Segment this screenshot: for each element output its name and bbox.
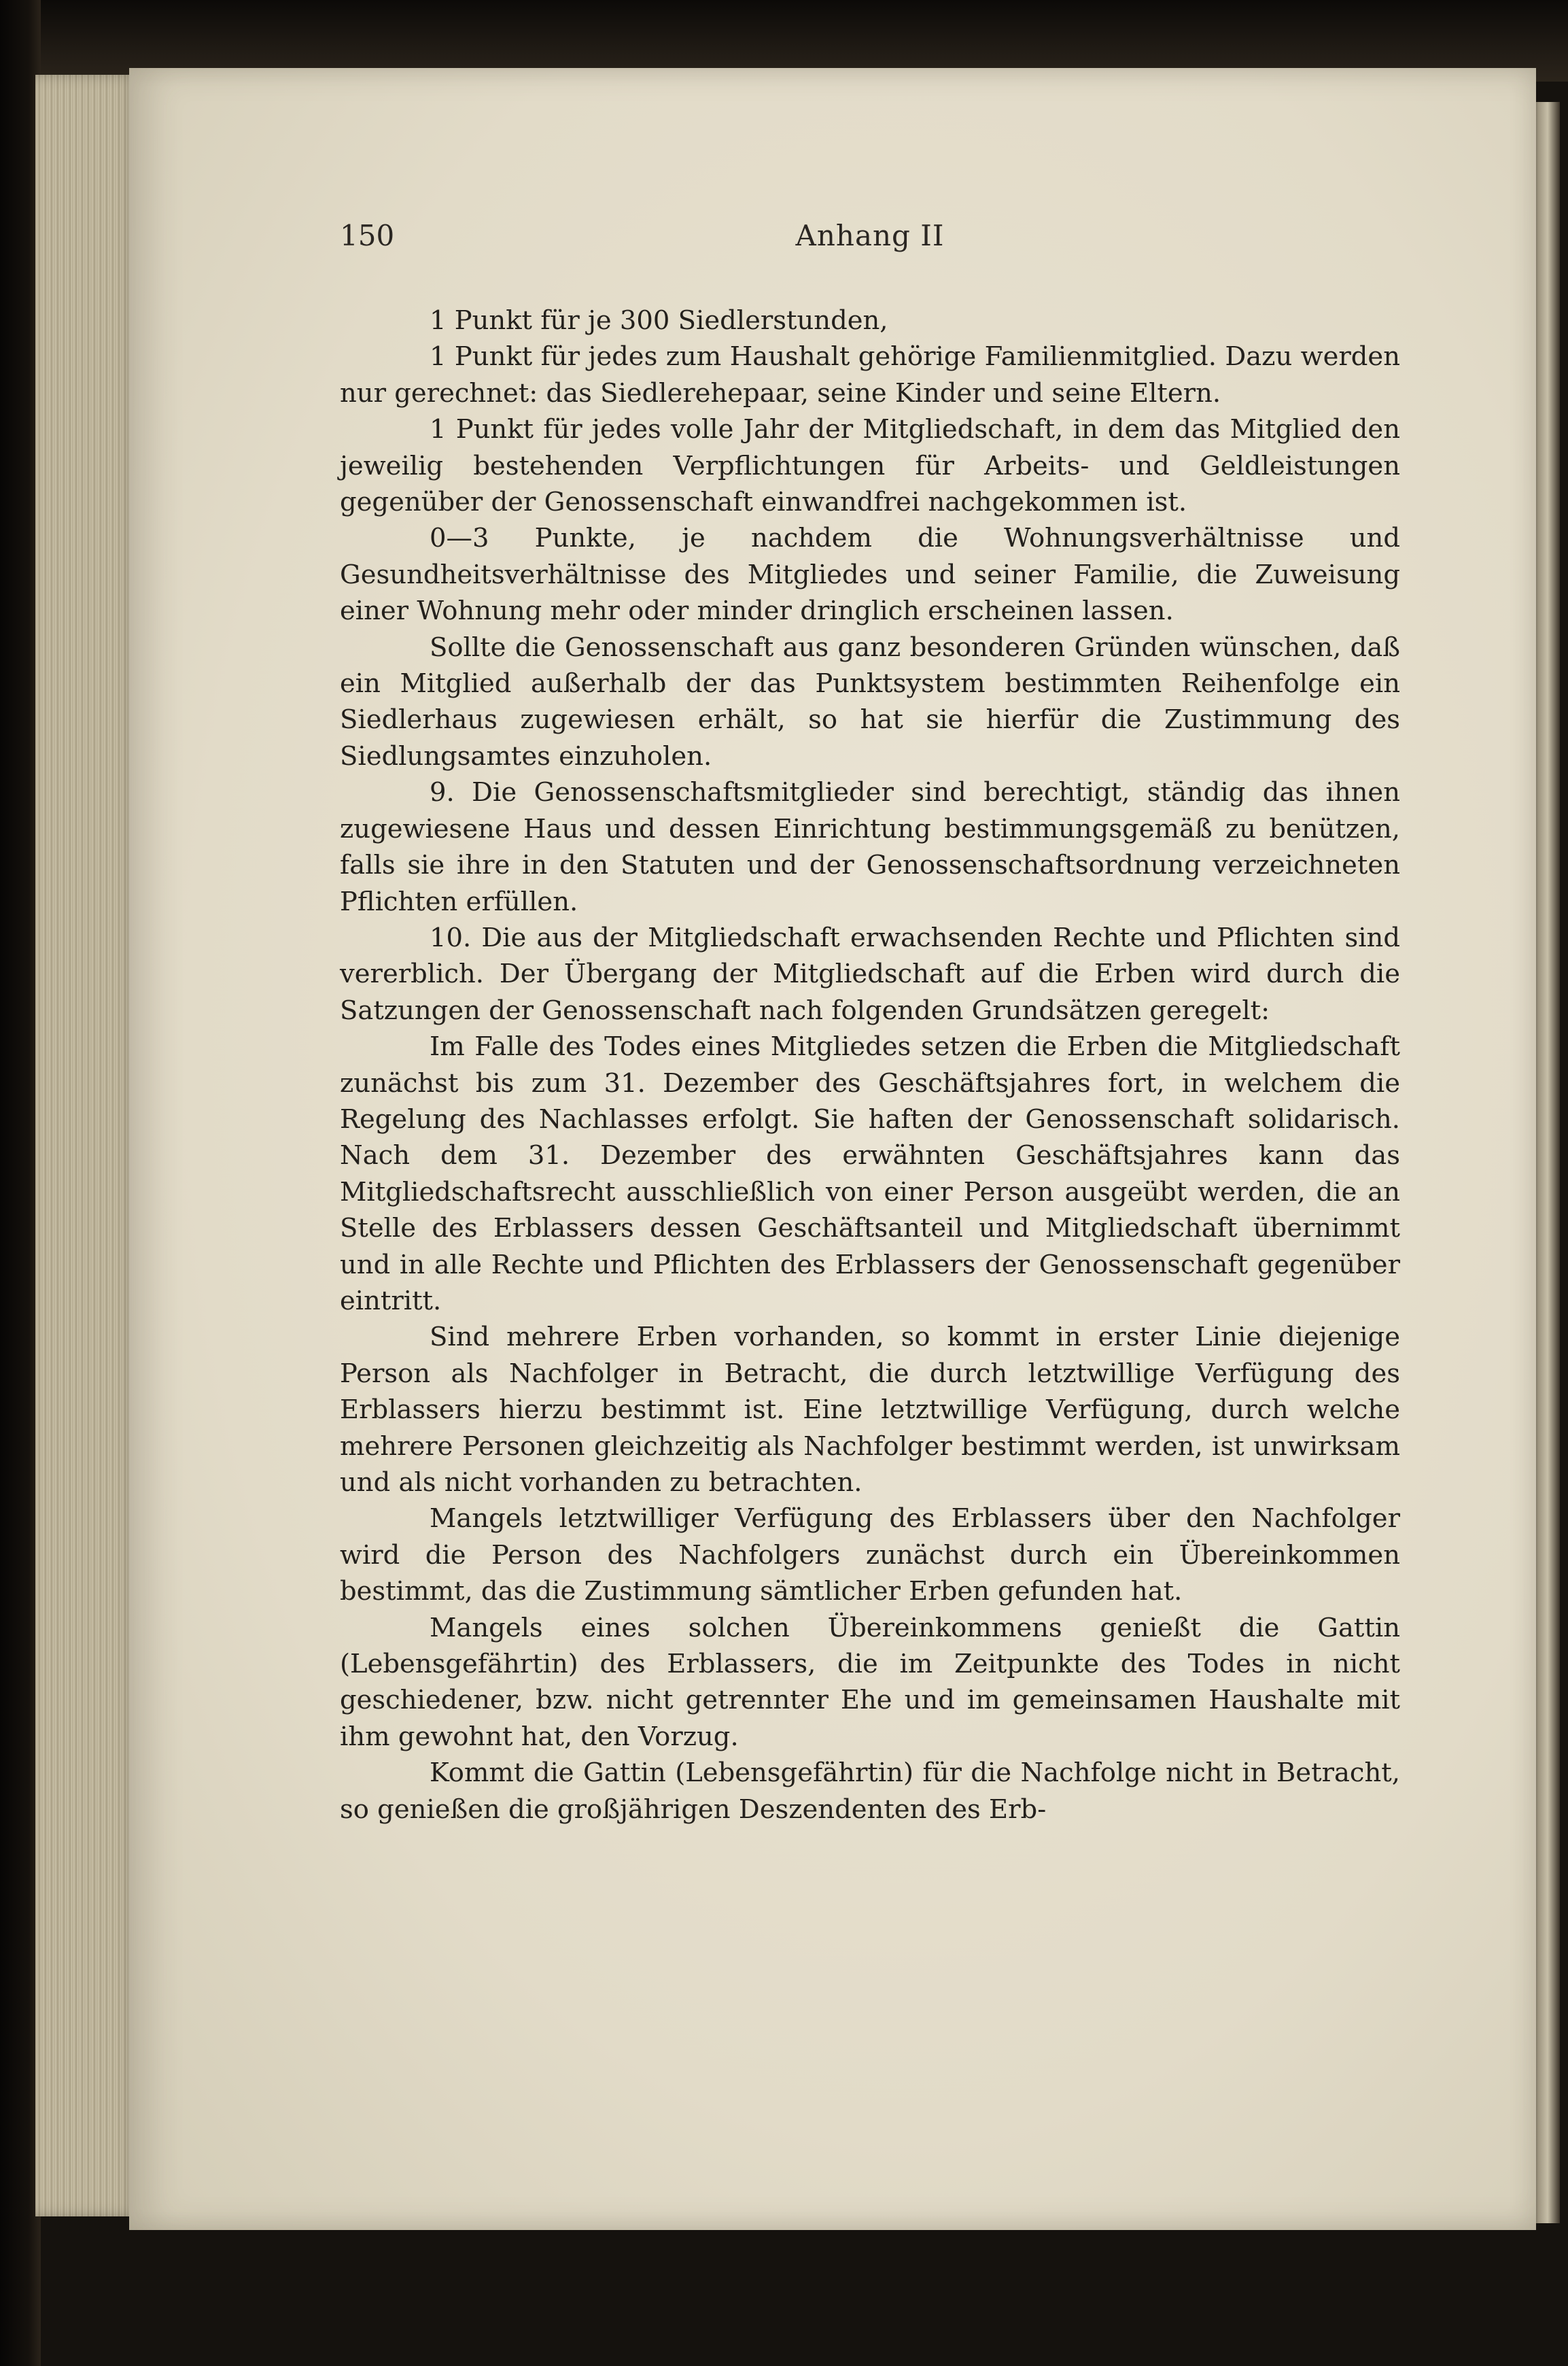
running-title: Anhang II (795, 219, 945, 252)
body-text (340, 303, 1400, 1828)
paragraph: 0—3 Punkte, je nachdem die Wohnungsverhältnisse und Gesundheitsverhältnisse des Mitgliedes und seiner Familie, die Zuweisung einer Wohnung mehr oder minder dringlich erscheinen lassen. (340, 523, 1400, 627)
paragraph: 9. Die Genossenschaftsmitglieder sind berechtigt, ständig das ihnen zugewiesene Haus und dessen Einrichtung bestimmungsgemäß zu benützen, falls sie ihre in den Statuten und der Genossenschaftsordnung verzeichneten Pflichten erfüllen. (340, 777, 1400, 917)
paragraph: 1 Punkt für jedes zum Haushalt gehörige Familienmitglied. Dazu werden nur gerechnet: das Siedlerehepaar, seine Kinder und seine Eltern. (340, 341, 1400, 409)
running-head (340, 219, 1400, 262)
paragraph: Kommt die Gattin (Lebensgefährtin) für die Nachfolge nicht in Betracht, so genießen die großjährigen Deszendenten des Erb- (340, 1758, 1400, 1825)
book-spine (0, 0, 41, 2366)
paragraph: 1 Punkt für jedes volle Jahr der Mitgliedschaft, in dem das Mitglied den jeweilig bestehenden Verpflichtungen für Arbeits- und Geldleistungen gegenüber der Genossenschaft einwandfrei nachgekommen ist. (340, 414, 1400, 518)
page-edges-stack (35, 75, 137, 2216)
paragraph: Sind mehrere Erben vorhanden, so kommt in erster Linie diejenige Person als Nachfolger in Betracht, die durch letztwillige Verfügung des Erblassers hierzu bestimmt ist. Eine letztwillige Verfügung, durch welche mehrere Personen gleichzeitig als Nachfolger bestimmt werden, ist unwirksam und als nicht vorhanden zu betrachten. (340, 1322, 1400, 1498)
paragraph: 1 Punkt für je 300 Siedlerstunden, (430, 305, 888, 336)
paragraph: Im Falle des Todes eines Mitgliedes setzen die Erben die Mitgliedschaft zunächst bis zum 31. Dezember des Geschäftsjahres fort, in welchem die Regelung des Nachlasses erfolgt. Sie haften der Genossenschaft solidarisch. Nach dem 31. Dezember des erwähnten Geschäftsjahres kann das Mitgliedschaftsrecht ausschließlich von einer Person ausgeübt werden, die an Stelle des Erblassers dessen Geschäftsanteil und Mitgliedschaft übernimmt und in alle Rechte und Pflichten des Erblassers der Genossenschaft gegenüber eintritt. (340, 1031, 1400, 1316)
page-number: 150 (340, 219, 395, 252)
paragraph: Sollte die Genossenschaft aus ganz besonderen Gründen wünschen, daß ein Mitglied außerhalb der das Punktsystem bestimmten Reihenfolge ein Siedlerhaus zugewiesen erhält, so hat sie hierfür die Zustimmung des Siedlungsamtes einzuholen. (340, 632, 1400, 772)
paragraph: 10. Die aus der Mitgliedschaft erwachsenden Rechte und Pflichten sind vererblich. Der Übergang der Mitgliedschaft auf die Erben wird durch die Satzungen der Genossenschaft nach folgenden Grundsätzen geregelt: (340, 922, 1400, 1026)
paragraph: Mangels eines solchen Übereinkommens genießt die Gattin (Lebensgefährtin) des Erblassers, die im Zeitpunkte des Todes in nicht geschiedener, bzw. nicht getrennter Ehe und im gemeinsamen Haushalte mit ihm gewohnt hat, den Vorzug. (340, 1612, 1400, 1752)
paragraph: Mangels letztwilliger Verfügung des Erblassers über den Nachfolger wird die Person des Nachfolgers zunächst durch ein Übereinkommen bestimmt, das die Zustimmung sämtlicher Erben gefunden hat. (340, 1503, 1400, 1607)
